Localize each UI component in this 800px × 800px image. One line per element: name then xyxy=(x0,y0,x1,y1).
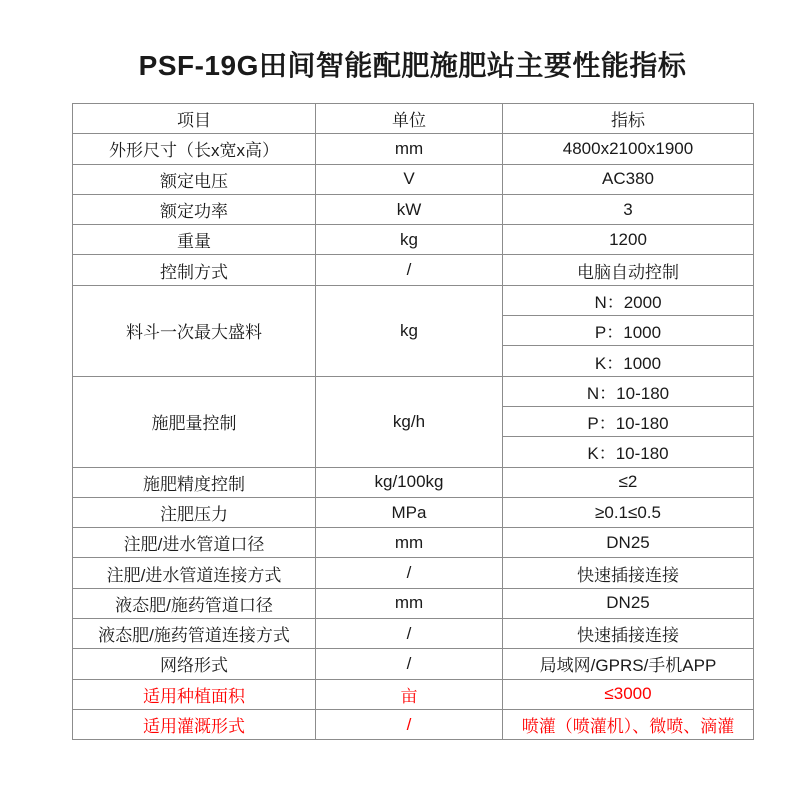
item-cell: 额定功率 xyxy=(73,194,316,224)
indicator-cell: K：10-180 xyxy=(503,437,754,467)
table-row xyxy=(73,619,754,649)
item-cell: 网络形式 xyxy=(73,649,316,679)
page-title: PSF-19G田间智能配肥施肥站主要性能指标 xyxy=(138,50,687,81)
item-cell: 适用灌溉形式 xyxy=(73,709,316,739)
unit-cell: kg/100kg xyxy=(316,467,503,497)
table-row xyxy=(73,709,754,739)
table-row xyxy=(73,194,754,224)
table-row xyxy=(73,225,754,255)
item-cell: 控制方式 xyxy=(73,255,316,285)
item-cell: 料斗一次最大盛料 xyxy=(73,285,316,376)
item-cell: 重量 xyxy=(73,225,316,255)
indicator-cell: 3 xyxy=(503,194,754,224)
indicator-cell: DN25 xyxy=(503,588,754,618)
indicator-cell: 喷灌（喷灌机）、微喷、滴灌 xyxy=(503,709,754,739)
indicator-cell: 快速插接连接 xyxy=(503,619,754,649)
unit-cell: V xyxy=(316,164,503,194)
table-row xyxy=(73,497,754,527)
indicator-cell: DN25 xyxy=(503,528,754,558)
column-header-indicator: 指标 xyxy=(503,104,754,134)
unit-cell: mm xyxy=(316,134,503,164)
unit-cell: / xyxy=(316,558,503,588)
table-row xyxy=(73,679,754,709)
indicator-cell: 电脑自动控制 xyxy=(503,255,754,285)
unit-cell: kW xyxy=(316,194,503,224)
indicator-cell: P：1000 xyxy=(503,316,754,346)
indicator-cell: K：1000 xyxy=(503,346,754,376)
indicator-cell: N：10-180 xyxy=(503,376,754,406)
indicator-cell: ≤2 xyxy=(503,467,754,497)
unit-cell: mm xyxy=(316,528,503,558)
unit-cell: 亩 xyxy=(316,679,503,709)
item-cell: 液态肥/施药管道连接方式 xyxy=(73,619,316,649)
spec-table xyxy=(72,103,754,740)
item-cell: 注肥/进水管道连接方式 xyxy=(73,558,316,588)
header-row xyxy=(73,104,754,134)
table-row xyxy=(73,528,754,558)
table-row xyxy=(73,467,754,497)
column-header-item: 项目 xyxy=(73,104,316,134)
indicator-cell: P：10-180 xyxy=(503,406,754,436)
unit-cell: / xyxy=(316,255,503,285)
unit-cell: kg xyxy=(316,225,503,255)
table-row xyxy=(73,164,754,194)
unit-cell: / xyxy=(316,649,503,679)
unit-cell: / xyxy=(316,619,503,649)
item-cell: 适用种植面积 xyxy=(73,679,316,709)
unit-cell: kg xyxy=(316,285,503,376)
table-row xyxy=(73,649,754,679)
indicator-cell: 1200 xyxy=(503,225,754,255)
table-row xyxy=(73,376,754,406)
unit-cell: MPa xyxy=(316,497,503,527)
item-cell: 注肥/进水管道口径 xyxy=(73,528,316,558)
item-cell: 注肥压力 xyxy=(73,497,316,527)
indicator-cell: N：2000 xyxy=(503,285,754,315)
table-row xyxy=(73,558,754,588)
unit-cell: mm xyxy=(316,588,503,618)
item-cell: 施肥精度控制 xyxy=(73,467,316,497)
indicator-cell: AC380 xyxy=(503,164,754,194)
item-cell: 额定电压 xyxy=(73,164,316,194)
indicator-cell: ≤3000 xyxy=(503,679,754,709)
table-row xyxy=(73,255,754,285)
unit-cell: / xyxy=(316,709,503,739)
indicator-cell: 局域网/GPRS/手机APP xyxy=(503,649,754,679)
indicator-cell: ≥0.1≤0.5 xyxy=(503,497,754,527)
item-cell: 外形尺寸（长x宽x高） xyxy=(73,134,316,164)
indicator-cell: 快速插接连接 xyxy=(503,558,754,588)
table-row xyxy=(73,588,754,618)
table-row xyxy=(73,134,754,164)
column-header-unit: 单位 xyxy=(316,104,503,134)
item-cell: 施肥量控制 xyxy=(73,376,316,467)
item-cell: 液态肥/施药管道口径 xyxy=(73,588,316,618)
unit-cell: kg/h xyxy=(316,376,503,467)
indicator-cell: 4800x2100x1900 xyxy=(503,134,754,164)
table-row xyxy=(73,285,754,315)
